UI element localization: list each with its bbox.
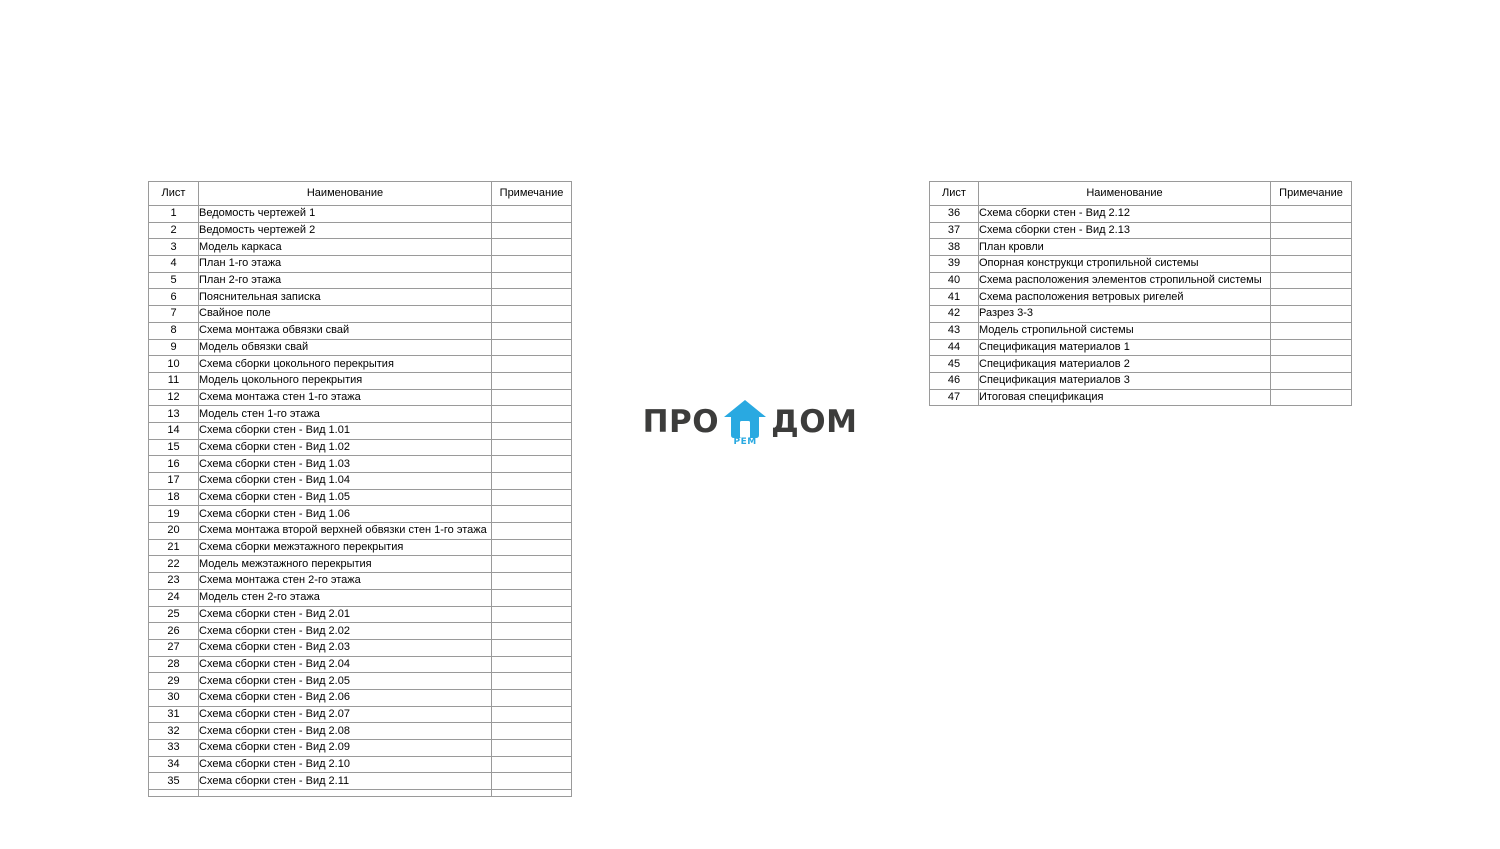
cell-note (1271, 272, 1352, 289)
cell-title: Спецификация материалов 2 (979, 356, 1271, 373)
cell-title: План 1-го этажа (199, 256, 492, 273)
table-row (149, 506, 572, 523)
table-row (149, 239, 572, 256)
cell-note (1271, 322, 1352, 339)
cell-sheet-number: 27 (149, 639, 199, 656)
cell-title: Модель стен 2-го этажа (199, 589, 492, 606)
cell-note (1271, 372, 1352, 389)
cell-sheet-number: 35 (149, 773, 199, 790)
cell-sheet-number: 45 (930, 356, 979, 373)
table-row (149, 689, 572, 706)
cell-title: Модель межэтажного перекрытия (199, 556, 492, 573)
cell-title: Схема сборки стен - Вид 1.01 (199, 422, 492, 439)
cell-sheet-number: 17 (149, 473, 199, 490)
cell-title: Схема сборки стен - Вид 2.04 (199, 656, 492, 673)
cell-sheet-number: 44 (930, 339, 979, 356)
cell-clipped (199, 790, 492, 797)
cell-sheet-number: 1 (149, 206, 199, 223)
cell-note (492, 673, 572, 690)
cell-clipped (492, 790, 572, 797)
cell-title: Спецификация материалов 1 (979, 339, 1271, 356)
table-row (149, 523, 572, 540)
cell-sheet-number: 31 (149, 706, 199, 723)
cell-note (492, 289, 572, 306)
table-header-row (930, 182, 1352, 206)
cell-title: Схема монтажа обвязки свай (199, 322, 492, 339)
cell-title: Модель каркаса (199, 239, 492, 256)
cell-title: Схема сборки стен - Вид 1.02 (199, 439, 492, 456)
table-row (930, 272, 1352, 289)
cell-sheet-number: 33 (149, 740, 199, 757)
logo-subtext: РЕМ (733, 437, 757, 447)
table-row (149, 306, 572, 323)
column-header-sheet: Лист (930, 182, 979, 206)
cell-sheet-number: 9 (149, 339, 199, 356)
table-row (930, 256, 1352, 273)
cell-sheet-number: 40 (930, 272, 979, 289)
table-row (149, 322, 572, 339)
cell-sheet-number: 19 (149, 506, 199, 523)
cell-sheet-number: 14 (149, 422, 199, 439)
cell-note (492, 372, 572, 389)
cell-note (492, 356, 572, 373)
cell-note (492, 589, 572, 606)
cell-sheet-number: 11 (149, 372, 199, 389)
cell-note (492, 256, 572, 273)
cell-sheet-number: 20 (149, 523, 199, 540)
cell-sheet-number: 24 (149, 589, 199, 606)
logo-text-right: ДОМ (771, 403, 858, 440)
table-row (930, 289, 1352, 306)
cell-sheet-number: 38 (930, 239, 979, 256)
cell-note (492, 656, 572, 673)
cell-note (492, 339, 572, 356)
cell-sheet-number: 28 (149, 656, 199, 673)
table-row (149, 639, 572, 656)
cell-sheet-number: 43 (930, 322, 979, 339)
cell-note (1271, 356, 1352, 373)
cell-note (492, 456, 572, 473)
cell-note (492, 723, 572, 740)
cell-sheet-number: 37 (930, 222, 979, 239)
cell-sheet-number: 8 (149, 322, 199, 339)
table-row (149, 406, 572, 423)
cell-title: Спецификация материалов 3 (979, 372, 1271, 389)
cell-sheet-number: 34 (149, 756, 199, 773)
cell-note (492, 489, 572, 506)
cell-sheet-number: 6 (149, 289, 199, 306)
table-row (149, 573, 572, 590)
table-row (149, 206, 572, 223)
table-row-clipped (149, 790, 572, 797)
logo (642, 398, 858, 447)
cell-title: Схема сборки стен - Вид 2.01 (199, 606, 492, 623)
column-header-sheet: Лист (149, 182, 199, 206)
cell-note (492, 439, 572, 456)
cell-note (492, 406, 572, 423)
cell-title: Схема сборки стен - Вид 1.06 (199, 506, 492, 523)
cell-sheet-number: 36 (930, 206, 979, 223)
cell-title: Схема сборки стен - Вид 2.06 (199, 689, 492, 706)
table-row (930, 306, 1352, 323)
cell-note (492, 523, 572, 540)
cell-title: Схема расположения ветровых ригелей (979, 289, 1271, 306)
cell-title: Схема сборки стен - Вид 2.02 (199, 623, 492, 640)
cell-note (492, 756, 572, 773)
cell-sheet-number: 18 (149, 489, 199, 506)
table-row (930, 389, 1352, 406)
cell-sheet-number: 23 (149, 573, 199, 590)
cell-title: Схема сборки стен - Вид 2.10 (199, 756, 492, 773)
table-row (149, 556, 572, 573)
table-row (149, 473, 572, 490)
cell-note (492, 473, 572, 490)
cell-title: План кровли (979, 239, 1271, 256)
cell-note (492, 573, 572, 590)
cell-note (1271, 206, 1352, 223)
table-row (149, 456, 572, 473)
cell-sheet-number: 16 (149, 456, 199, 473)
cell-title: Схема сборки стен - Вид 2.12 (979, 206, 1271, 223)
table-body-right (930, 206, 1352, 406)
cell-sheet-number: 15 (149, 439, 199, 456)
cell-sheet-number: 32 (149, 723, 199, 740)
table-row (149, 773, 572, 790)
cell-note (492, 222, 572, 239)
table-row (149, 539, 572, 556)
cell-note (492, 740, 572, 757)
cell-sheet-number: 41 (930, 289, 979, 306)
cell-title: Схема монтажа второй верхней обвязки стен 1-го этажа (199, 523, 492, 540)
cell-note (492, 623, 572, 640)
cell-sheet-number: 13 (149, 406, 199, 423)
cell-title: Ведомость чертежей 1 (199, 206, 492, 223)
cell-note (492, 322, 572, 339)
cell-title: Ведомость чертежей 2 (199, 222, 492, 239)
cell-note (1271, 256, 1352, 273)
table-row (149, 756, 572, 773)
column-header-title: Наименование (199, 182, 492, 206)
cell-title: Модель стен 1-го этажа (199, 406, 492, 423)
cell-clipped (149, 790, 199, 797)
cell-sheet-number: 30 (149, 689, 199, 706)
table-row (930, 322, 1352, 339)
cell-title: План 2-го этажа (199, 272, 492, 289)
cell-note (492, 606, 572, 623)
cell-note (492, 506, 572, 523)
table-row (930, 239, 1352, 256)
drawing-list-table-left (148, 181, 572, 797)
cell-title: Схема сборки стен - Вид 2.09 (199, 740, 492, 757)
cell-title: Схема сборки стен - Вид 2.08 (199, 723, 492, 740)
table-row (930, 356, 1352, 373)
cell-note (492, 689, 572, 706)
cell-note (1271, 222, 1352, 239)
table-row (149, 439, 572, 456)
cell-note (492, 539, 572, 556)
cell-title: Модель обвязки свай (199, 339, 492, 356)
cell-title: Модель цокольного перекрытия (199, 372, 492, 389)
table-row (149, 706, 572, 723)
cell-sheet-number: 29 (149, 673, 199, 690)
cell-note (492, 773, 572, 790)
table-header-row (149, 182, 572, 206)
cell-sheet-number: 46 (930, 372, 979, 389)
table-row (149, 673, 572, 690)
cell-title: Схема монтажа стен 1-го этажа (199, 389, 492, 406)
table-row (149, 589, 572, 606)
cell-note (1271, 289, 1352, 306)
cell-sheet-number: 4 (149, 256, 199, 273)
table-row (149, 372, 572, 389)
cell-note (492, 706, 572, 723)
table-row (149, 422, 572, 439)
cell-sheet-number: 26 (149, 623, 199, 640)
cell-sheet-number: 3 (149, 239, 199, 256)
cell-title: Схема сборки цокольного перекрытия (199, 356, 492, 373)
table-row (149, 289, 572, 306)
cell-title: Свайное поле (199, 306, 492, 323)
table-row (149, 389, 572, 406)
cell-sheet-number: 5 (149, 272, 199, 289)
cell-note (1271, 339, 1352, 356)
cell-title: Опорная конструкци стропильной системы (979, 256, 1271, 273)
cell-sheet-number: 47 (930, 389, 979, 406)
cell-note (492, 206, 572, 223)
cell-title: Схема сборки стен - Вид 2.11 (199, 773, 492, 790)
table-body-left (149, 206, 572, 797)
cell-sheet-number: 25 (149, 606, 199, 623)
table-row (149, 339, 572, 356)
cell-title: Схема сборки стен - Вид 1.05 (199, 489, 492, 506)
table-row (930, 222, 1352, 239)
cell-title: Схема сборки стен - Вид 2.05 (199, 673, 492, 690)
cell-note (492, 556, 572, 573)
cell-note (1271, 306, 1352, 323)
table-row (149, 606, 572, 623)
table-row (149, 740, 572, 757)
table-row (149, 222, 572, 239)
column-header-note: Примечание (1271, 182, 1352, 206)
table-row (930, 372, 1352, 389)
cell-title: Схема сборки стен - Вид 2.13 (979, 222, 1271, 239)
cell-note (1271, 389, 1352, 406)
cell-title: Схема сборки стен - Вид 1.04 (199, 473, 492, 490)
cell-sheet-number: 21 (149, 539, 199, 556)
cell-sheet-number: 10 (149, 356, 199, 373)
cell-title: Схема сборки стен - Вид 1.03 (199, 456, 492, 473)
cell-note (492, 306, 572, 323)
cell-sheet-number: 42 (930, 306, 979, 323)
cell-note (492, 639, 572, 656)
cell-title: Итоговая спецификация (979, 389, 1271, 406)
cell-note (492, 422, 572, 439)
table-row (930, 339, 1352, 356)
drawing-list-table-right (929, 181, 1352, 406)
cell-note (492, 389, 572, 406)
house-icon (723, 399, 767, 445)
cell-sheet-number: 7 (149, 306, 199, 323)
table-row (930, 206, 1352, 223)
cell-sheet-number: 12 (149, 389, 199, 406)
column-header-title: Наименование (979, 182, 1271, 206)
cell-title: Пояснительная записка (199, 289, 492, 306)
cell-title: Разрез 3-3 (979, 306, 1271, 323)
table-row (149, 272, 572, 289)
cell-sheet-number: 39 (930, 256, 979, 273)
cell-note (1271, 239, 1352, 256)
cell-sheet-number: 22 (149, 556, 199, 573)
cell-title: Схема расположения элементов стропильной системы (979, 272, 1271, 289)
column-header-note: Примечание (492, 182, 572, 206)
cell-title: Схема сборки стен - Вид 2.03 (199, 639, 492, 656)
table-row (149, 723, 572, 740)
cell-title: Схема монтажа стен 2-го этажа (199, 573, 492, 590)
cell-sheet-number: 2 (149, 222, 199, 239)
table-row (149, 623, 572, 640)
table-row (149, 656, 572, 673)
logo-text-left: ПРО (642, 403, 720, 440)
cell-title: Схема сборки межэтажного перекрытия (199, 539, 492, 556)
table-row (149, 356, 572, 373)
cell-note (492, 272, 572, 289)
cell-title: Модель стропильной системы (979, 322, 1271, 339)
table-row (149, 489, 572, 506)
cell-title: Схема сборки стен - Вид 2.07 (199, 706, 492, 723)
cell-note (492, 239, 572, 256)
table-row (149, 256, 572, 273)
